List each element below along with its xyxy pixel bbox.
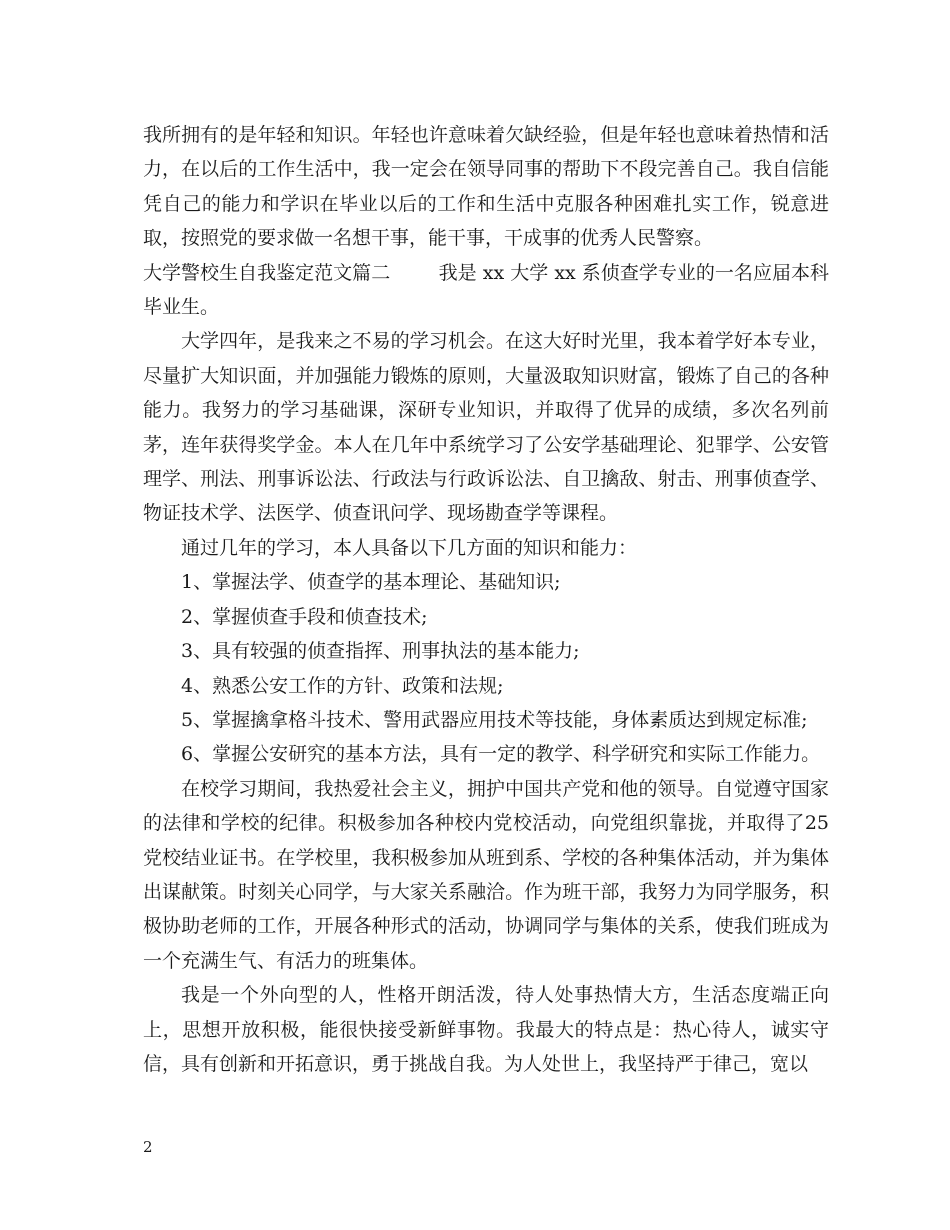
section-heading-paragraph: 大学警校生自我鉴定范文篇二 我是 xx 大学 xx 系侦查学专业的一名应届本科毕业生。 xyxy=(143,261,829,319)
list-item: 6、掌握公安研究的基本方法，具有一定的教学、科学研究和实际工作能力。 xyxy=(181,743,821,766)
paragraph-study: 大学四年，是我来之不易的学习机会。在这大好时光里，我本着学好本专业，尽量扩大知识面，并加强能力锻炼的原则，大量汲取知识财富，锻炼了自己的各种能力。我努力的学习基础课，深研专业知识，并取得了优异的成绩，多次名列前茅，连年获得奖学金。本人在几年中系统学习了公安学基础理论、犯罪学、公安管理学、刑法、刑事诉讼法、行政法与行政诉讼法、自卫擒敌、射击、刑事侦查学、物证技术学、法医学、侦查讯问学、现场勘查学等课程。 xyxy=(143,330,829,525)
paragraph-personality: 我是一个外向型的人，性格开朗活泼，待人处事热情大方，生活态度端正向上，思想开放积极，能很快接受新鲜事物。我最大的特点是：热心待人，诚实守信，具有创新和开拓意识，勇于挑战自我。为人处世上，我坚持严于律己，宽以 xyxy=(143,984,829,1075)
paragraph-opening: 我所拥有的是年轻和知识。年轻也许意味着欠缺经验，但是年轻也意味着热情和活力，在以后的工作生活中，我一定会在领导同事的帮助下不段完善自己。我自信能凭自己的能力和学识在毕业以后的工作和生活中克服各种困难扎实工作，锐意进取，按照党的要求做一名想干事，能干事，干成事的优秀人民警察。 xyxy=(143,124,829,250)
list-item: 4、熟悉公安工作的方针、政策和法规; xyxy=(181,674,504,697)
list-item: 1、掌握法学、侦查学的基本理论、基础知识; xyxy=(181,571,561,594)
document-body xyxy=(143,118,829,1081)
paragraph-school: 在校学习期间，我热爱社会主义，拥护中国共产党和他的领导。自觉遵守国家的法律和学校的纪律。积极参加各种校内党校活动，向党组织靠拢，并取得了25党校结业证书。在学校里，我积极参加从班到系、学校的各种集体活动，并为集体出谋献策。时刻关心同学，与大家关系融洽。作为班干部，我努力为同学服务，积极协助老师的工作，开展各种形式的活动，协调同学与集体的关系，使我们班成为一个充满生气、有活力的班集体。 xyxy=(143,777,829,972)
list-item: 5、掌握擒拿格斗技术、警用武器应用技术等技能，身体素质达到规定标准; xyxy=(181,708,808,731)
paragraph-abilities-intro: 通过几年的学习，本人具备以下几方面的知识和能力： xyxy=(181,536,638,559)
list-item: 2、掌握侦查手段和侦查技术; xyxy=(181,605,428,628)
page-number: 2 xyxy=(143,1138,153,1156)
list-item: 3、具有较强的侦查指挥、刑事执法的基本能力; xyxy=(181,640,580,663)
